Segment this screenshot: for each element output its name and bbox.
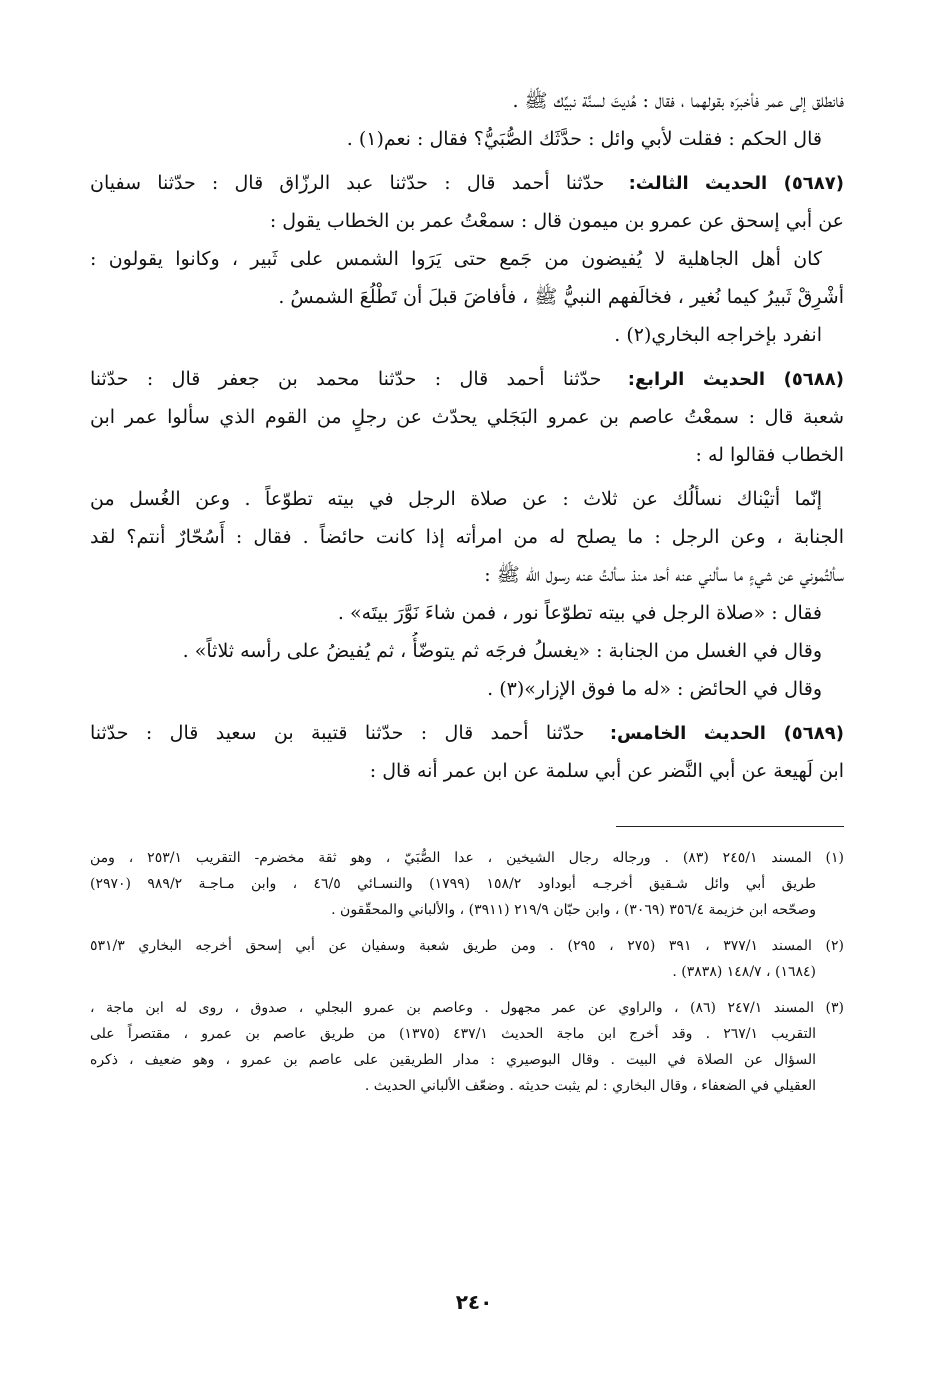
hadith-heading: (٥٦٨٧) الحديث الثالث: (628, 173, 844, 194)
footnote-3 (90, 995, 844, 1099)
footnote-line: طريق أبي وائل شـقيق أخرجـه أبوداود ١٥٨/٢ (١٧٩٩) والنسـائي ٤٦/٥ ، وابن مـاجـة ٩٨٩/٢ (٢٩٧٠) (90, 876, 817, 892)
text-line: فقال : «صلاة الرجل في بيته تطوّعاً نور ، فمن شاءَ نَوَّرَ بيتَه» . (337, 602, 822, 624)
text-line: الجنابة ، وعن الرجل : ما يصلح له من امرأته إذا كانت حائضاً . فقال : أَسُحّارٌ أنتم؟ لقد (90, 526, 844, 548)
footnote-line: (١) المسند ٢٤٥/١ (٨٣) . ورجاله رجال الشيخين ، عدا الصُّبَيّ ، وهو ثقة مخضرم- التقريب ٢٥٣/١ ، ومن (90, 850, 844, 866)
hadith-5688-line (90, 360, 844, 398)
text-line: عن أبي إسحق عن عمرو بن ميمون قال : سمعْتُ عمر بن الخطاب يقول : (269, 210, 844, 232)
text-line: وقال في الغسل من الجنابة : «يغسلُ فرجَه ثم يتوضّأُ ، ثم يُفيضُ على رأسه ثلاثاً» . (182, 640, 822, 662)
text-line: سألتُموني عن شيءٍ ما سألني عنه أحد منذ سألتُ عنه رسول الله ﷺ : (484, 564, 844, 586)
footnote-line: (٢) المسند ٣٧٧/١ ، ٣٩١ (٢٧٥ ، ٢٩٥) . ومن طريق شعبة وسفيان عن أبي إسحق أخرجه البخاري ٥٣١/٣ (90, 938, 844, 954)
footnote-2 (90, 933, 844, 985)
text-line: انفرد بإخراجه البخاري(٢) . (614, 324, 822, 346)
footnote-line: (٣) المسند ٢٤٧/١ (٨٦) ، والراوي عن عمر مجهول . وعاصم بن عمرو البجلي ، صدوق ، روى له ابن ماجة ، (90, 1000, 844, 1016)
footnotes (90, 845, 844, 1099)
footnote-line: السؤال عن الصلاة في البيت . وقال البوصيري : مدار الطريقين على عاصم بن عمرو ، وهو ضعيف ، ذكره (90, 1052, 816, 1068)
text-line: وقال في الحائض : «له ما فوق الإزار»(٣) . (487, 678, 822, 700)
text-line: فانطلق إلى عمر فأخبرَه بقولهما ، فقال : هُديتَ لسنَّة نبيِّك ﷺ . (512, 90, 844, 112)
text-line: شعبة قال : سمعْتُ عاصم بن عمرو البَجَلي يحدّث عن رجلٍ من القوم الذي سألوا عمر ابن (90, 406, 844, 428)
text-span: حدّثنا أحمد قال : حدّثنا قتيبة بن سعيد قال : حدّثنا (90, 722, 585, 744)
text-span: حدّثنا أحمد قال : حدّثنا عبد الرزّاق قال : حدّثنا سفيان (90, 172, 605, 194)
text-line: أشْرِقْ ثَبيرُ كيما نُغير ، فخالَفهم النبيُّ ﷺ ، فأفاضَ قبلَ أن تَطْلُعَ الشمسُ . (278, 286, 844, 308)
footnote-line: وصحّحه ابن خزيمة ٣٥٦/٤ (٣٠٦٩) ، وابن حبّان ٢١٩/٩ (٣٩١١) ، والألباني والمحقّقون . (331, 902, 816, 918)
page-number: ٢٤٠ (455, 1290, 493, 1314)
text-line: ابن لَهيعة عن أبي النَّضر عن أبي سلمة عن ابن عمر أنه قال : (369, 760, 844, 782)
page-body (90, 82, 844, 1342)
footnote-line: (١٦٨٤) ، ١٤٨/٧ (٣٨٣٨) . (672, 964, 816, 980)
text-span: حدّثنا أحمد قال : حدّثنا محمد بن جعفر قال : حدّثنا (90, 368, 602, 390)
footnote-line: التقريب ٢٦٧/١ . وقد أخرج ابن ماجة الحديث ٤٣٧/١ (١٣٧٥) من طريق عاصم بن عمرو ، مقتصراً على (90, 1026, 816, 1042)
footnote-separator (616, 826, 844, 827)
text-line: قال الحكم : فقلت لأبي وائل : حدَّثَك الصُّبَيُّ؟ فقال : نعم(١) . (346, 128, 822, 150)
text-line: إنّما أتيْناك نسألُك عن ثلاث : عن صلاة الرجل في بيته تطوّعاً . وعن الغُسل من (90, 488, 822, 510)
footnote-line: العقيلي في الضعفاء ، وقال البخاري : لم يثبت حديثه . وضعّف الألباني الحديث . (364, 1078, 816, 1094)
text-line: كان أهل الجاهلية لا يُفيضون من جَمع حتى يَرَوا الشمس على ثَبير ، وكانوا يقولون : (90, 248, 823, 270)
hadith-heading: (٥٦٨٩) الحديث الخامس: (609, 723, 844, 744)
hadith-heading: (٥٦٨٨) الحديث الرابع: (627, 369, 844, 390)
text-line: الخطاب فقالوا له : (695, 444, 844, 466)
hadith-5689-line (90, 714, 844, 752)
hadith-5687-line (90, 164, 844, 202)
footnote-1 (90, 845, 844, 923)
